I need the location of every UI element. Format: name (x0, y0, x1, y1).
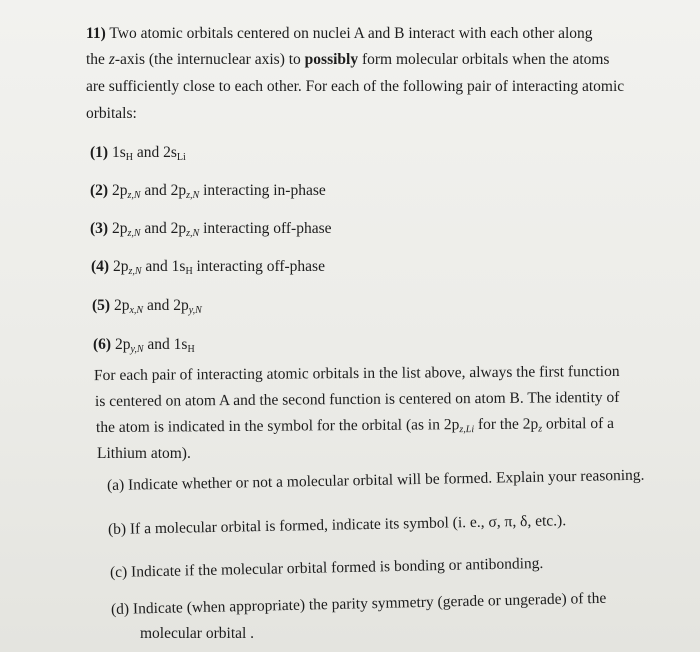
explanation-line-1 (94, 362, 620, 386)
task-text: If a molecular orbital is formed, indicate its symbol (i. e., σ, π, δ, etc.). (129, 512, 567, 538)
pair-orbital-1: 2p (111, 182, 128, 199)
pair-sub-2: H (187, 344, 195, 355)
intro-2c: form molecular orbitals when the atoms (358, 51, 610, 68)
pair-number: (1) (90, 144, 109, 161)
intro-4: orbitals: (86, 105, 137, 122)
task-c (110, 554, 544, 583)
pair-mid: and 2p (140, 182, 187, 199)
explanation-text-3b: for the 2p (473, 415, 539, 434)
explanation-text-2: is centered on atom A and the second function is centered on atom B. The identity of (94, 388, 620, 411)
pair-orbital-1: 2p (112, 258, 129, 275)
pair-orbital-1: 2p (114, 336, 131, 353)
pair-sub-1: y,N (130, 344, 144, 355)
pair-sub-1: z,N (128, 266, 142, 277)
task-text-continuation: molecular orbital . (140, 625, 255, 642)
pair-number: (4) (91, 258, 110, 275)
pair-sub-1: x,N (129, 305, 144, 316)
pair-number: (3) (90, 220, 109, 237)
pair-mid: and 1s (143, 336, 188, 353)
pair-tail: interacting off-phase (192, 258, 325, 275)
pair-number: (5) (92, 297, 111, 314)
intro-3: are sufficiently close to each other. For each of the following pair of interacting atomic (86, 78, 625, 95)
explanation-text-4: Lithium atom). (97, 445, 191, 462)
pair-orbital-1: 1s (111, 144, 126, 161)
pair-item-6 (93, 335, 195, 355)
explanation-text-3c: orbital of a (542, 414, 615, 433)
question-intro-line-4 (86, 104, 137, 124)
question-intro-line-3 (86, 77, 624, 97)
intro-2b: -axis (the internuclear axis) to (114, 51, 305, 68)
task-d (111, 589, 607, 620)
explanation-line-2 (95, 388, 620, 412)
explanation-sub-1: z,Li (459, 424, 475, 436)
explanation-sub-2: z (538, 423, 543, 435)
pair-item-3 (90, 219, 332, 239)
explanation-line-4 (97, 444, 191, 464)
task-letter: (c) (109, 563, 128, 581)
explanation-line-3 (96, 414, 614, 438)
intro-axis: z (108, 51, 115, 68)
question-number: 11) (86, 25, 106, 42)
explanation-text-3a: the atom is indicated in the symbol for the orbital (as in 2p (95, 416, 460, 437)
pair-item-5 (92, 296, 202, 316)
pair-tail: interacting off-phase (199, 220, 332, 237)
pair-sub-2: Li (176, 152, 186, 163)
pair-mid: and 1s (141, 258, 186, 275)
task-a (107, 466, 645, 496)
task-text: Indicate whether or not a molecular orbital will be formed. Explain your reasoning. (127, 466, 645, 494)
explanation-text-1: For each pair of interacting atomic orbitals in the list above, always the first function (93, 362, 620, 385)
task-letter: (b) (107, 520, 127, 538)
pair-sub-1: z,N (127, 190, 141, 201)
pair-number: (2) (90, 182, 109, 199)
pair-sub-1: H (125, 152, 133, 163)
intro-2a: the (86, 51, 109, 68)
pair-orbital-1: 2p (111, 220, 128, 237)
pair-item-1 (90, 143, 186, 163)
pair-mid: and 2p (143, 297, 189, 314)
pair-sub-2: H (185, 266, 193, 277)
task-letter: (a) (106, 476, 125, 494)
pair-sub-2: z,N (186, 190, 200, 201)
question-intro-text-1: Two atomic orbitals centered on nuclei A and B interact with each other along (109, 25, 593, 42)
pair-tail: interacting in-phase (199, 182, 326, 199)
pair-number: (6) (93, 336, 112, 353)
intro-bold: possibly (304, 51, 359, 68)
task-letter: (d) (110, 600, 130, 618)
question-intro-line-1 (86, 24, 593, 44)
task-b (108, 511, 567, 540)
pair-sub-2: z,N (186, 228, 200, 239)
question-intro-line-2 (86, 50, 609, 70)
pair-mid: and 2s (132, 144, 177, 161)
task-text: Indicate (when appropriate) the parity symmetry (gerade or ungerade) of the (132, 589, 607, 618)
pair-orbital-1: 2p (113, 297, 130, 314)
pair-mid: and 2p (140, 220, 187, 237)
pair-sub-1: z,N (127, 228, 141, 239)
pair-sub-2: y,N (188, 305, 202, 316)
pair-item-2 (90, 181, 326, 201)
task-text: Indicate if the molecular orbital formed is bonding or antibonding. (130, 554, 544, 581)
task-d-continuation (140, 624, 254, 644)
pair-item-4 (91, 257, 325, 277)
